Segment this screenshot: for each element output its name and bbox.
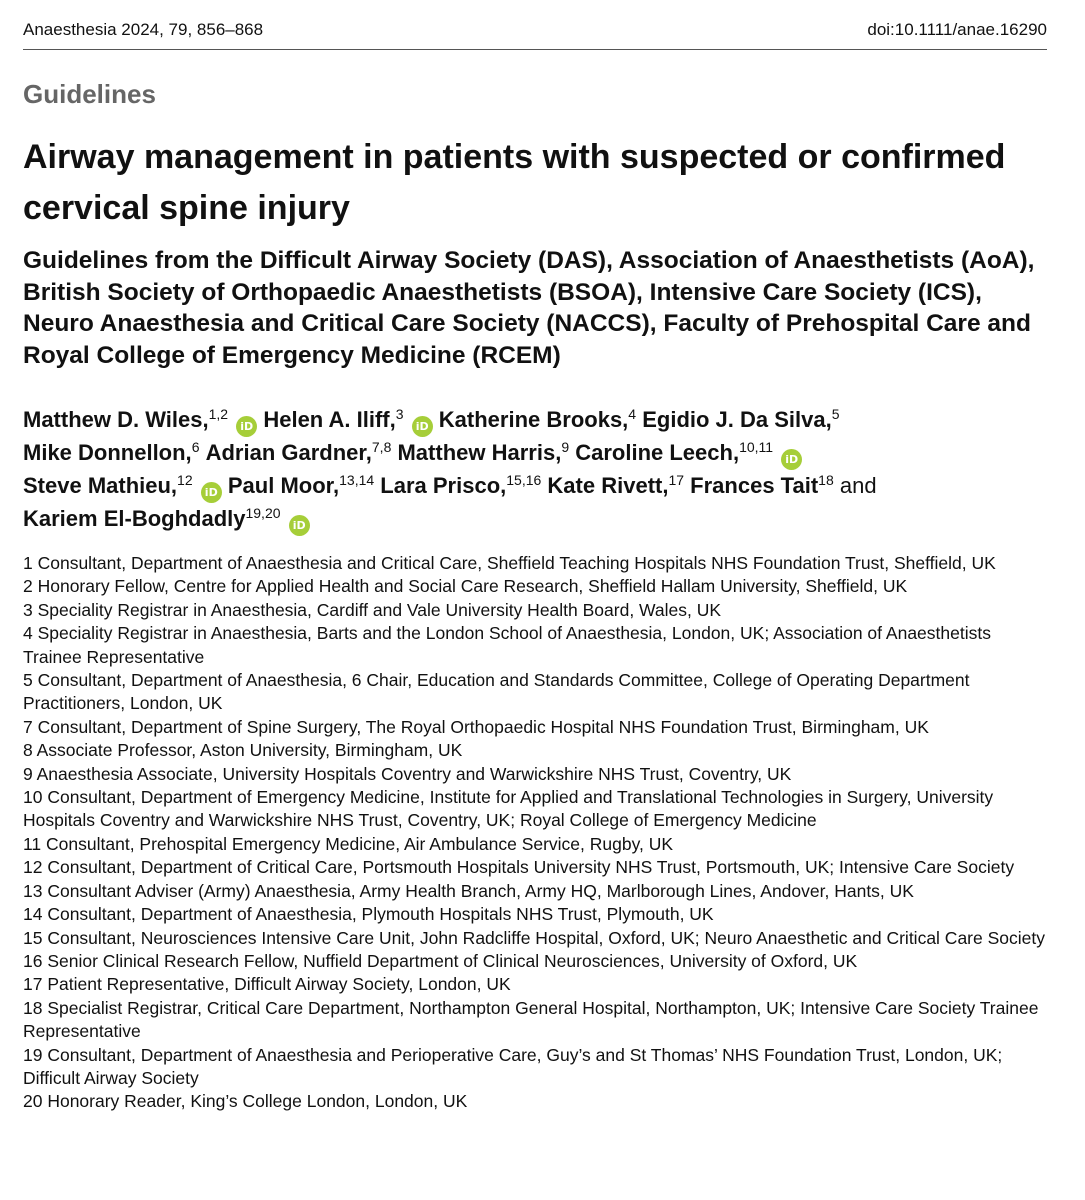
- affiliation-item: 4 Speciality Registrar in Anaesthesia, Barts and the London School of Anaesthesia, London, UK; Association of Anaesthetists Trainee Representative: [23, 623, 991, 667]
- author: [642, 407, 839, 432]
- author: [575, 440, 802, 465]
- author-name: Frances Tait: [690, 473, 819, 498]
- header-divider: [23, 49, 1047, 50]
- orcid-icon[interactable]: iD: [781, 449, 802, 470]
- author-affiliation-marker: 5: [831, 406, 840, 422]
- affiliation-item: 13 Consultant Adviser (Army) Anaesthesia, Army Health Branch, Army HQ, Marlborough Lines, Andover, Hants, UK: [23, 880, 914, 901]
- author-affiliation-marker: 10,11: [739, 439, 774, 455]
- author: [439, 407, 636, 432]
- affiliation-item: 20 Honorary Reader, King’s College London, London, UK: [23, 1091, 468, 1112]
- affiliation-item: 1 Consultant, Department of Anaesthesia and Critical Care, Sheffield Teaching Hospitals NHS Foundation Trust, Sheffield, UK: [23, 553, 996, 573]
- author-name: Helen A. Iliff,: [263, 407, 396, 432]
- author: [23, 473, 222, 498]
- author: [397, 440, 569, 465]
- affiliation-item: 8 Associate Professor, Aston University, Birmingham, UK: [23, 740, 463, 761]
- orcid-icon[interactable]: iD: [412, 416, 433, 437]
- journal-citation: Anaesthesia 2024, 79, 856–868: [23, 20, 264, 39]
- article-title: Airway management in patients with suspected or confirmed cervical spine injury: [23, 138, 1006, 227]
- running-header: [23, 20, 1047, 46]
- author-affiliation-marker: 4: [628, 406, 637, 422]
- author-name: Kate Rivett,: [547, 473, 669, 498]
- author-affiliation-marker: 19,20: [245, 505, 281, 521]
- section-label: Guidelines: [23, 79, 156, 109]
- author-affiliation-marker: 6: [191, 439, 200, 455]
- author-name: Paul Moor,: [227, 473, 340, 498]
- author-name: Mike Donnellon,: [23, 440, 192, 465]
- affiliation-item: 16 Senior Clinical Research Fellow, Nuffield Department of Clinical Neurosciences, University of Oxford, UK: [23, 950, 858, 971]
- author-affiliation-marker: 1,2: [208, 406, 229, 422]
- author: [263, 407, 432, 432]
- affiliation-item: 18 Specialist Registrar, Critical Care Department, Northampton General Hospital, Northampton, UK; Intensive Care Society Trainee Representative: [23, 997, 1039, 1042]
- author-name: Lara Prisco,: [380, 473, 507, 498]
- affiliation-item: 15 Consultant, Neurosciences Intensive Care Unit, John Radcliffe Hospital, Oxford, UK; Neuro Anaesthetic and Critical Care Society: [23, 927, 1045, 948]
- author-affiliation-marker: 9: [561, 439, 570, 455]
- author: [380, 473, 541, 498]
- author: [23, 506, 310, 531]
- author-name: Matthew D. Wiles,: [23, 407, 209, 432]
- author-name: Egidio J. Da Silva,: [642, 407, 832, 432]
- affiliation-item: 5 Consultant, Department of Anaesthesia, 6 Chair, Education and Standards Committee, College of Operating Department Practitioners, London, UK: [23, 670, 970, 714]
- orcid-icon[interactable]: iD: [201, 482, 222, 503]
- author-affiliation-marker: 13,14: [339, 472, 375, 488]
- affiliation-item: 17 Patient Representative, Difficult Airway Society, London, UK: [23, 974, 511, 995]
- affiliation-list: [23, 552, 1053, 1114]
- author-name: Steve Mathieu,: [23, 473, 178, 498]
- affiliation-item: 10 Consultant, Department of Emergency Medicine, Institute for Applied and Translational Technologies in Surgery, University Hospitals Coventry and Warwickshire NHS Trust, Coventry, UK; Royal College of Emergency Medicine: [23, 787, 994, 831]
- author-name: Caroline Leech,: [575, 440, 740, 465]
- author-list: [23, 404, 1063, 536]
- article-subtitle: Guidelines from the Difficult Airway Society (DAS), Association of Anaesthetists (AoA), British Society of Orthopaedic Anaesthetists (BSOA), Intensive Care Society (ICS), Neuro Anaesthesia and Critical Care Society (NACCS), Faculty of Prehospital Care and Royal College of Emergency Medicine (RCEM): [23, 247, 1035, 370]
- affiliation-item: 14 Consultant, Department of Anaesthesia, Plymouth Hospitals NHS Trust, Plymouth, UK: [23, 904, 714, 925]
- author-name: Katherine Brooks,: [438, 407, 629, 432]
- author-affiliation-marker: 3: [395, 406, 404, 422]
- author: [206, 440, 392, 465]
- affiliation-item: 3 Speciality Registrar in Anaesthesia, Cardiff and Vale University Health Board, Wales, UK: [23, 599, 722, 620]
- affiliation-item: 11 Consultant, Prehospital Emergency Medicine, Air Ambulance Service, Rugby, UK: [23, 833, 674, 854]
- author-name: Matthew Harris,: [397, 440, 562, 465]
- orcid-icon[interactable]: iD: [289, 515, 310, 536]
- author-affiliation-marker: 15,16: [506, 472, 542, 488]
- orcid-icon[interactable]: iD: [236, 416, 257, 437]
- affiliation-item: 19 Consultant, Department of Anaesthesia and Perioperative Care, Guy’s and St Thomas’ NHS Foundation Trust, London, UK; Difficult Airway Society: [23, 1044, 1003, 1088]
- author-affiliation-marker: 7,8: [371, 439, 392, 455]
- author: [690, 473, 834, 498]
- author-name: Adrian Gardner,: [205, 440, 372, 465]
- affiliation-item: 2 Honorary Fellow, Centre for Applied Health and Social Care Research, Sheffield Hallam University, Sheffield, UK: [23, 576, 908, 597]
- author: [23, 407, 257, 432]
- author: [23, 440, 199, 465]
- author-name: Kariem El-Boghdadly: [23, 506, 246, 531]
- author-affiliation-marker: 17: [668, 472, 685, 488]
- affiliation-item: 9 Anaesthesia Associate, University Hospitals Coventry and Warwickshire NHS Trust, Coventry, UK: [23, 763, 792, 784]
- author-list-conjunction: and: [839, 473, 877, 498]
- author-affiliation-marker: 18: [818, 472, 834, 488]
- doi-link[interactable]: doi:10.1111/anae.16290: [867, 20, 1047, 39]
- affiliation-item: 12 Consultant, Department of Critical Care, Portsmouth Hospitals University NHS Trust, Portsmouth, UK; Intensive Care Society: [23, 857, 1015, 878]
- author-affiliation-marker: 12: [177, 472, 193, 488]
- author: [228, 473, 374, 498]
- affiliation-item: 7 Consultant, Department of Spine Surgery, The Royal Orthopaedic Hospital NHS Foundation Trust, Birmingham, UK: [23, 716, 929, 737]
- author: [547, 473, 684, 498]
